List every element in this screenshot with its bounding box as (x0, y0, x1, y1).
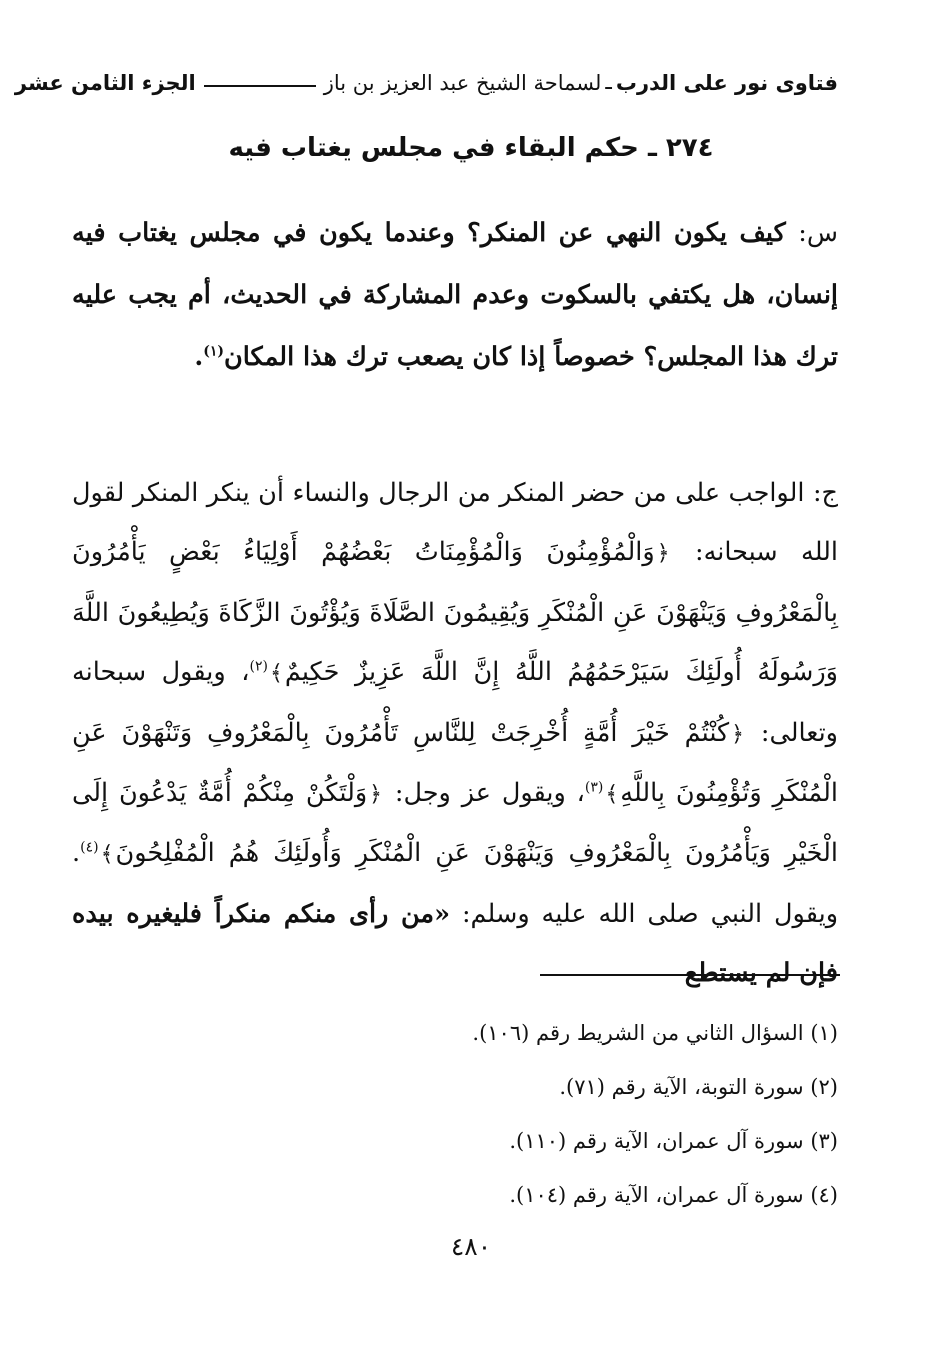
answer-label: ج: (812, 478, 839, 508)
footnote-ref: (٤) (80, 839, 99, 856)
answer-connector-2: ، ويقول عز وجل: (394, 778, 585, 809)
page-number: ٤٨٠ (450, 1232, 492, 1261)
quran-bracket-close: ﴾ (605, 782, 619, 808)
answer-paragraph (72, 464, 838, 1004)
header-rule (204, 85, 316, 87)
footnote-1: (١) السؤال الثاني من الشريط رقم (١٠٦). (472, 1021, 838, 1045)
quran-bracket-close: ﴾ (269, 661, 283, 687)
author-name: لسماحة الشيخ عبد العزيز بن باز (323, 71, 602, 95)
quran-verse-1: وَالْمُؤْمِنُونَ وَالْمُؤْمِنَاتُ بَعْضُهُمْ أَوْلِيَاءُ بَعْضٍ يَأْمُرُونَ بِالْمَعْرُوفِ وَيَنْهَوْنَ عَنِ الْمُنْكَرِ وَيُقِيمُونَ الصَّلَاةَ وَيُؤْتُونَ الزَّكَاةَ وَيُطِيعُونَ اللَّهَ وَرَسُولَهُ أُولَئِكَ سَيَرْحَمُهُمُ اللَّهُ إِنَّ اللَّهَ عَزِيزٌ حَكِيمٌ (72, 537, 838, 688)
hadith-text: «من رأى منكم منكراً فليغيره بيده فإن لم يستطع (72, 898, 838, 989)
question-paragraph (72, 202, 838, 388)
footnote-ref: (٢) (249, 658, 268, 675)
footnote-ref: (٣) (584, 779, 604, 796)
fatwa-title: ٢٧٤ ـ حكم البقاء في مجلس يغتاب فيه (228, 133, 714, 163)
quran-verse-3: وَلْتَكُنْ مِنْكُمْ أُمَّةٌ يَدْعُونَ إِلَى الْخَيْرِ وَيَأْمُرُونَ بِالْمَعْرُوفِ وَيَنْهَوْنَ عَنِ الْمُنْكَرِ وَأُولَئِكَ هُمُ الْمُفْلِحُونَ (72, 778, 838, 869)
quran-bracket-open: ﴿ (369, 782, 383, 808)
answer-connector-1: ، ويقول سبحانه وتعالى: (72, 657, 838, 748)
header-right (196, 66, 838, 100)
header-separator: ـ (605, 70, 612, 95)
footnote-2: (٢) سورة التوبة، الآية رقم (٧١). (559, 1075, 838, 1099)
book-title: فتاوى نور على الدرب (615, 71, 838, 95)
question-text: كيف يكون النهي عن المنكر؟ وعندما يكون في مجلس يغتاب فيه إنسان، هل يكتفي بالسكوت وعدم المشاركة في الحديث، أم يجب عليه ترك هذا المجلس؟ خصوصاً إذا كان يصعب ترك هذا المكان (72, 218, 838, 372)
footnote-4: (٤) سورة آل عمران، الآية رقم (١٠٤). (509, 1183, 838, 1207)
question-label: س: (798, 218, 838, 248)
answer-intro: الواجب على من حضر المنكر من الرجال والنساء أن ينكر المنكر لقول الله سبحانه: (72, 478, 839, 568)
quran-verse-2: كُنْتُمْ خَيْرَ أُمَّةٍ أُخْرِجَتْ لِلنَّاسِ تَأْمُرُونَ بِالْمَعْرُوفِ وَتَنْهَوْنَ عَنِ الْمُنْكَرِ وَتُؤْمِنُونَ بِاللَّهِ (72, 717, 838, 809)
question-end: . (194, 342, 204, 372)
quran-bracket-close: ﴾ (100, 842, 114, 868)
answer-connector-3: . ويقول النبي صلى الله عليه وسلم: (72, 838, 839, 929)
quran-bracket-open: ﴿ (731, 721, 745, 747)
footnote-3: (٣) سورة آل عمران، الآية رقم (١١٠). (509, 1129, 838, 1153)
volume-part: الجزء الثامن عشر (14, 71, 196, 95)
footnote-separator (540, 974, 840, 976)
footnote-ref: (١) (203, 343, 224, 360)
quran-bracket-open: ﴿ (656, 541, 670, 567)
footnotes (120, 1006, 838, 1222)
running-header (14, 66, 838, 100)
